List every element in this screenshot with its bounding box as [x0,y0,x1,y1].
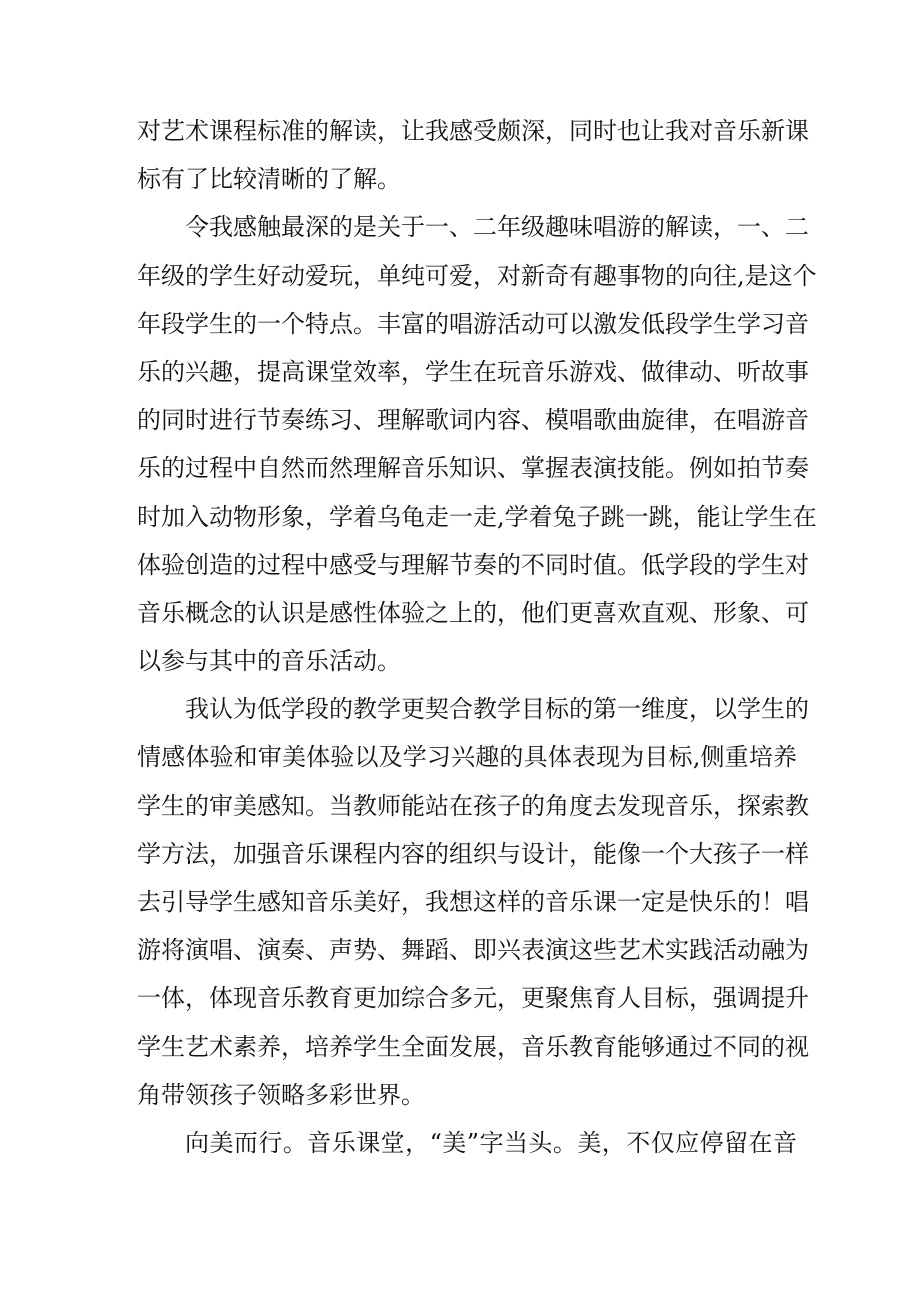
paragraph-1 [137,107,809,203]
text-line: 向美而行。音乐课堂，“美”字当头。美，不仅应停留在音 [185,1128,797,1157]
text-line: 游将演唱、演奏、声势、舞蹈、即兴表演这些艺术实践活动融为 [137,936,809,965]
paragraph-4 [137,1119,797,1167]
text-line: 时加入动物形象，学着乌龟走一走,学着兔子跳一跳，能让学生在 [137,502,817,531]
text-line: 角带领孩子领略多彩世界。 [137,1080,425,1109]
text-line: 学生艺术素养，培养学生全面发展，音乐教育能够通过不同的视 [137,1032,809,1061]
text-line: 学生的审美感知。当教师能站在孩子的角度去发现音乐，探索教 [137,791,809,820]
paragraph-3 [137,685,809,1119]
text-line: 年级的学生好动爱玩，单纯可爱，对新奇有趣事物的向往,是这个 [137,261,817,290]
text-line: 对艺术课程标准的解读，让我感受颇深，同时也让我对音乐新课 [137,117,809,145]
text-line: 令我感触最深的是关于一、二年级趣味唱游的解读，一、二 [185,213,809,242]
text-line: 的同时进行节奏练习、理解歌词内容、模唱歌曲旋律，在唱游音 [137,406,809,435]
text-line: 去引导学生感知音乐美好，我想这样的音乐课一定是快乐的！唱 [137,888,809,916]
text-line: 以参与其中的音乐活动。 [137,647,401,676]
text-line: 体验创造的过程中感受与理解节奏的不同时值。低学段的学生对 [137,550,809,579]
text-line: 学方法，加强音乐课程内容的组织与设计，能像一个大孩子一样 [137,839,809,868]
text-line: 一体，体现音乐教育更加综合多元，更聚焦育人目标，强调提升 [137,984,809,1013]
text-line: 标有了比较清晰的了解。 [137,165,401,194]
text-line: 乐的兴趣，提高课堂效率，学生在玩音乐游戏、做律动、听故事 [137,357,809,386]
text-line: 乐的过程中自然而然理解音乐知识、掌握表演技能。例如拍节奏 [137,454,809,483]
paragraph-2 [137,203,817,685]
text-line: 音乐概念的认识是感性体验之上的，他们更喜欢直观、形象、可 [137,598,809,627]
text-line: 我认为低学段的教学更契合教学目标的第一维度，以学生的 [185,695,809,724]
text-line: 年段学生的一个特点。丰富的唱游活动可以激发低段学生学习音 [137,309,809,338]
document-body [137,107,817,1167]
text-line: 情感体验和审美体验以及学习兴趣的具体表现为目标,侧重培养 [137,743,797,772]
